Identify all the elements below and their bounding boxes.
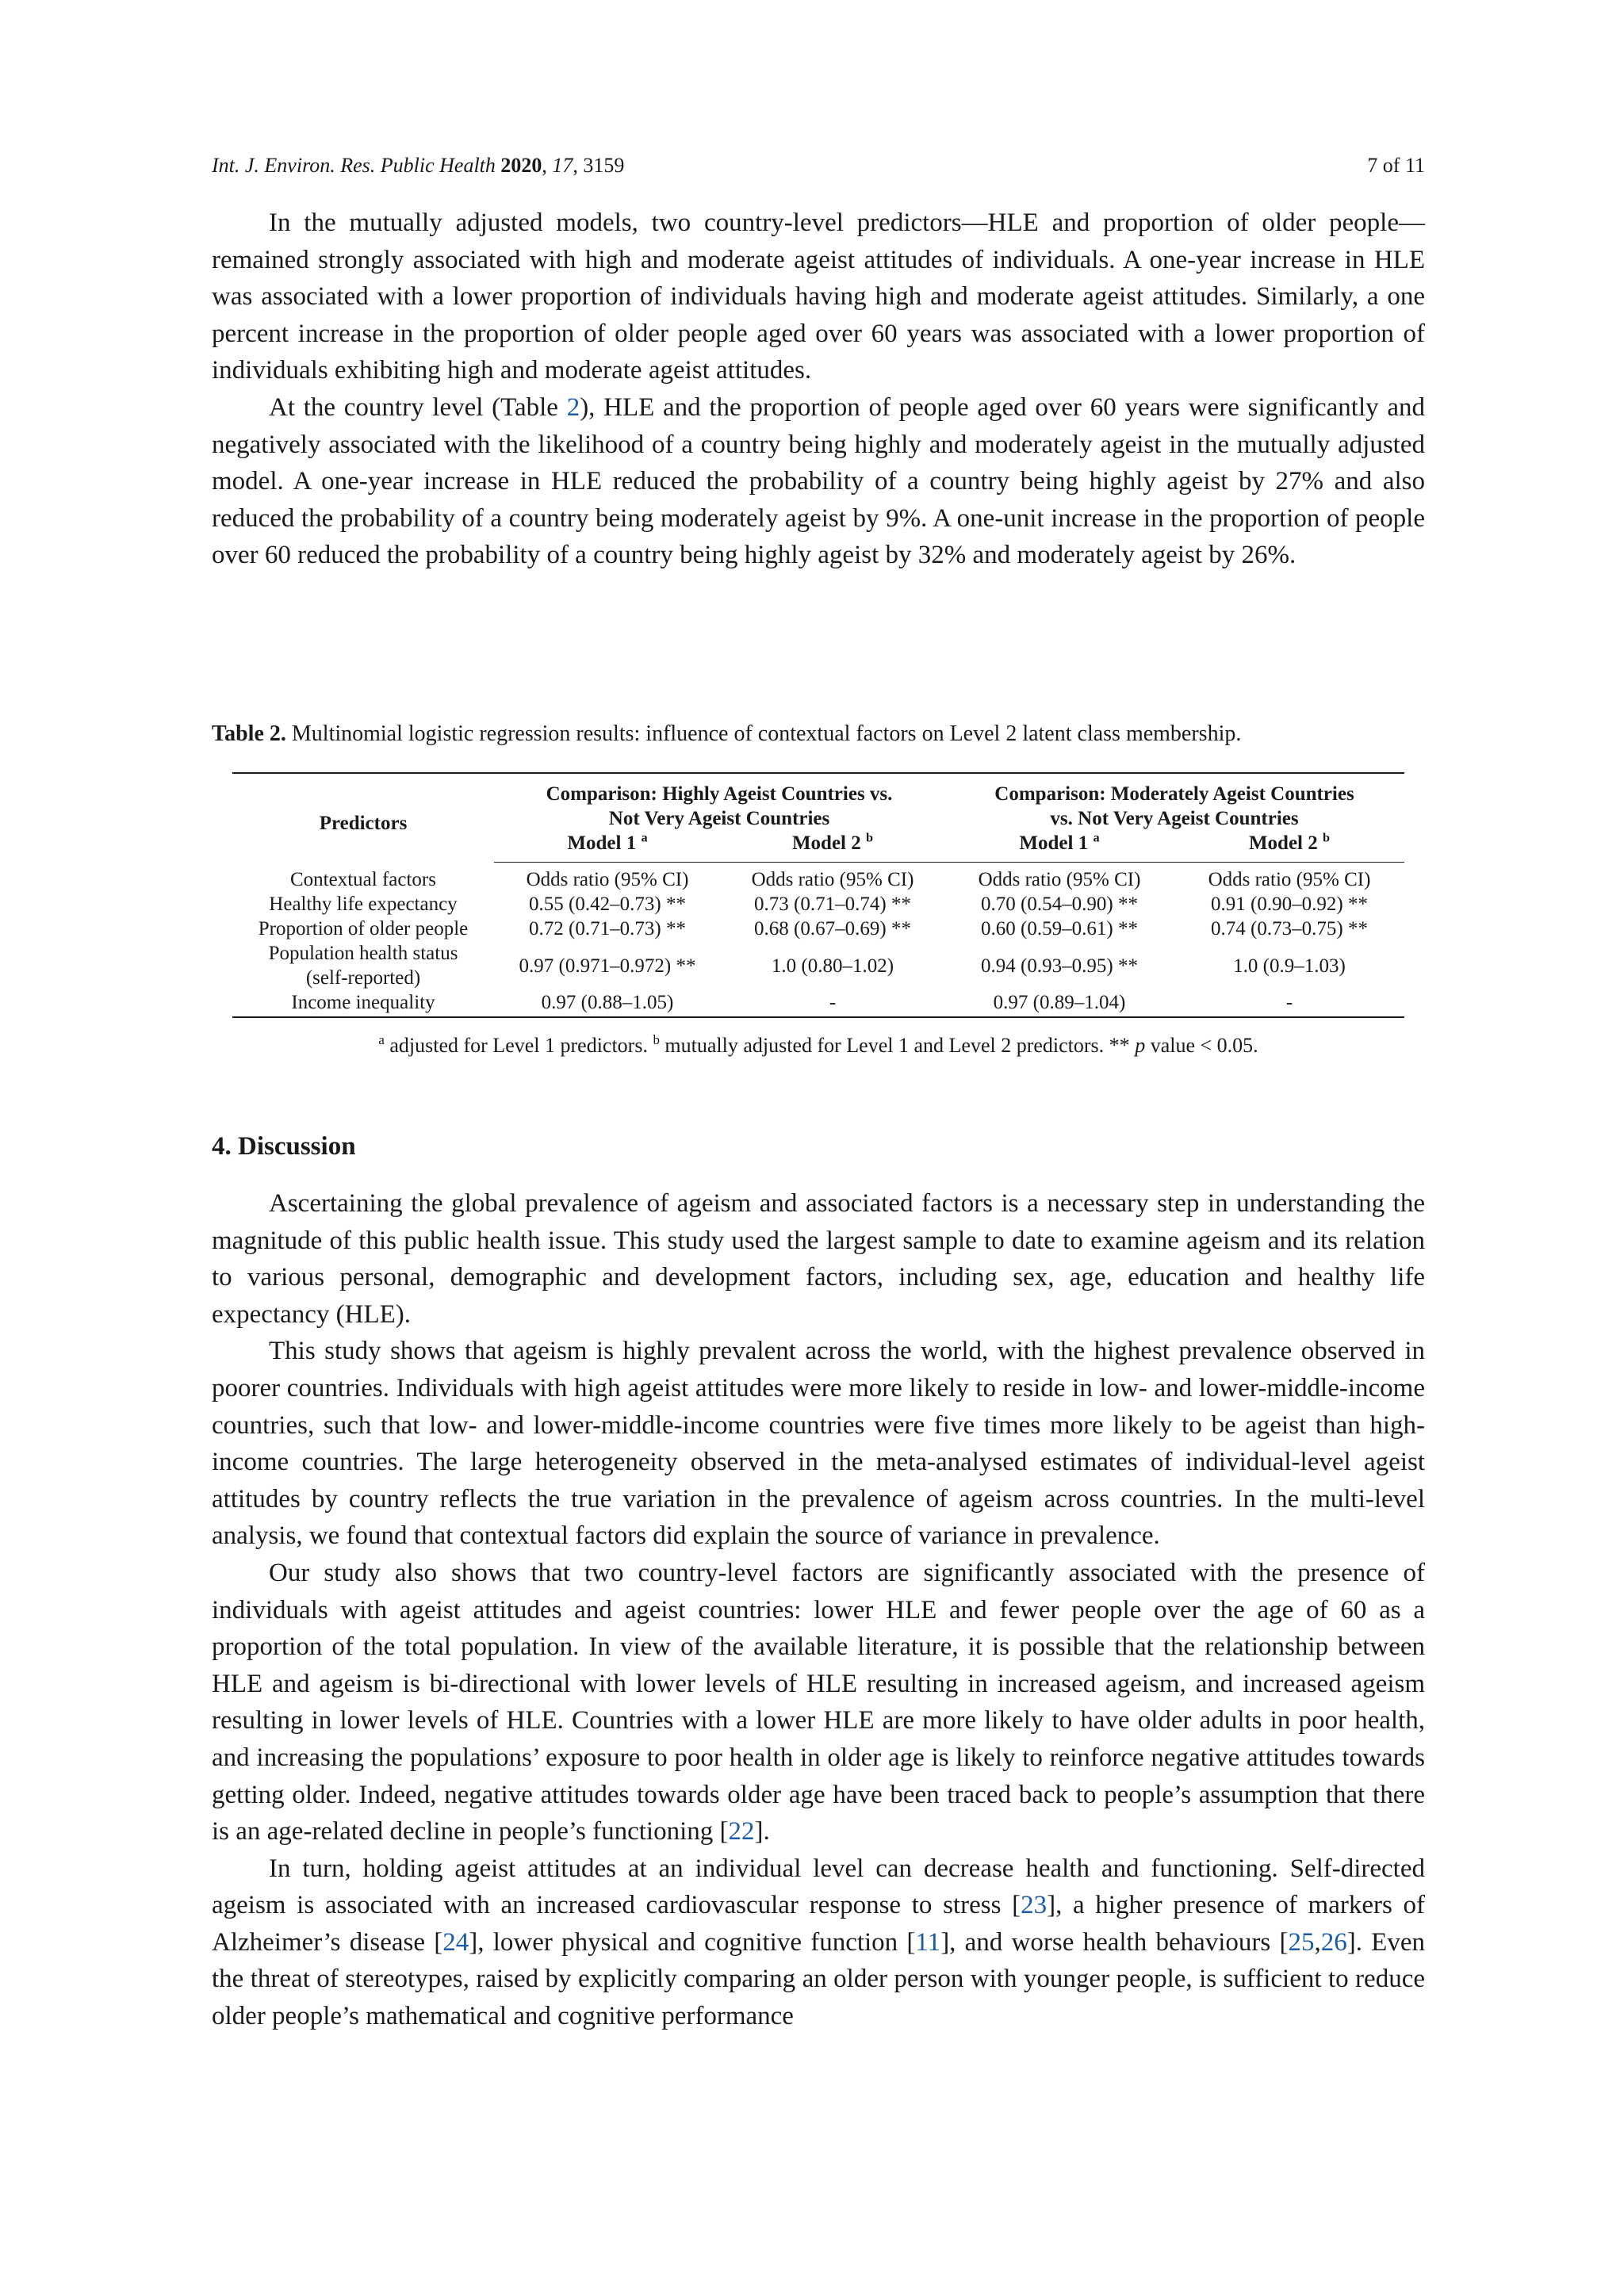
table-row: Population health status (self-reported) 0.97 (0.971–0.972) ** 1.0 (0.80–1.02) 0.94 (0.93–0.95) ** 1.0 (0.9–1.03) (268, 943, 1346, 989)
model1-header: Model 1 $^a$ (944, 831, 1174, 863)
citation-link[interactable]: 26 (1320, 1927, 1347, 1957)
page-number: 7 of 11 (1367, 154, 1425, 177)
paragraph: Our study also shows that two country-level factors are significantly associated with the presence of individuals with ageist attitudes and ageist countries: lower HLE and fewer people over the age of 60 as a proportion of the total population. In view of the available literature, it is possible that the relationship between HLE and ageism is bi-directional with lower levels of HLE resulting in increased ageism, and increased ageism resulting in lower levels of HLE. Countries with a lower HLE are more likely to have older adults in poor health, and increasing the populations’ exposure to poor health in older age is likely to reinforce negative attitudes towards getting older. Indeed, negative attitudes towards older age have been traced back to people’s assumption that there is an age-related decline in people’s functioning [22]. (212, 1558, 1425, 1846)
predictors-header: Predictors (232, 773, 494, 863)
paragraph: In turn, holding ageist attitudes at an individual level can decrease health and functioning. Self-directed ageism is associated with an increased cardiovascular response to stress [23], a higher presence of markers of Alzheimer’s disease [24], lower physical and cognitive function [11], and worse health behaviours [25,26]. Even the threat of stereotypes, raised by explicitly comparing an older person with younger people, is sufficient to reduce older people’s mathematical and cognitive performance (212, 1854, 1425, 2031)
results-text (212, 205, 1425, 574)
table-row: Healthy life expectancy 0.55 (0.42–0.73) ** 0.73 (0.71–0.74) ** 0.70 (0.54–0.90) ** 0.91 (0.90–0.92) ** (269, 894, 1368, 915)
citation-link[interactable]: 11 (915, 1927, 941, 1957)
citation-link[interactable]: 23 (1021, 1891, 1048, 1920)
table-header-row (232, 773, 1404, 831)
paragraph: In the mutually adjusted models, two country-level predictors—HLE and proportion of older people—remained strongly associated with high and moderate ageist attitudes of individuals. A one-year increase in HLE was associated with a lower proportion of individuals having high and moderate ageist attitudes. Similarly, a one percent increase in the proportion of older people aged over 60 years was associated with a lower proportion of individuals exhibiting high and moderate ageist attitudes. (212, 209, 1425, 385)
group1-header: Comparison: Highly Ageist Countries vs. Not Very Ageist Countries (494, 773, 944, 831)
table-footnote: $^a$ adjusted for Level 1 predictors. $^b$ mutually adjusted for Level 1 and Level 2 predictors. ** p value < 0.05. (378, 1031, 1258, 1057)
model2-header: Model 2 $^b$ (1174, 831, 1404, 863)
table-row: Contextual factors Odds ratio (95% CI) Odds ratio (95% CI) Odds ratio (95% CI) Odds ratio (95% CI) (290, 868, 1371, 890)
regression-table (232, 772, 1404, 1018)
table-link[interactable]: 2 (566, 392, 580, 422)
table-caption: Table 2. Multinomial logistic regression results: influence of contextual factors on Level 2 latent class membership. (212, 721, 1242, 746)
citation-link[interactable]: 25 (1288, 1927, 1315, 1957)
citation-link[interactable]: 24 (442, 1927, 469, 1957)
section-heading: 4. Discussion (212, 1132, 356, 1161)
group2-header: Comparison: Moderately Ageist Countries vs. Not Very Ageist Countries (944, 773, 1404, 831)
model2-header: Model 2 $^b$ (721, 831, 944, 863)
citation-link[interactable]: 22 (728, 1817, 755, 1846)
paragraph: Ascertaining the global prevalence of ageism and associated factors is a necessary step in understanding the magnitude of this public health issue. This study used the largest sample to date to examine ageism and its relation to various personal, demographic and development factors, including sex, age, education and healthy life expectancy (HLE). (212, 1189, 1425, 1329)
discussion-text (212, 1185, 1425, 2035)
running-header (212, 154, 1425, 181)
table-row: Proportion of older people 0.72 (0.71–0.73) ** 0.68 (0.67–0.69) ** 0.60 (0.59–0.61) ** 0.74 (0.73–0.75) ** (258, 918, 1368, 939)
paragraph: At the country level (Table 2), HLE and the proportion of people aged over 60 years were significantly and negatively associated with the likelihood of a country being highly and moderately ageist in the mutually adjusted model. A one-year increase in HLE reduced the probability of a country being highly ageist by 27% and also reduced the probability of a country being moderately ageist by 9%. A one-unit increase in the proportion of people over 60 reduced the probability of a country being highly ageist by 32% and moderately ageist by 26%. (212, 392, 1425, 570)
journal-citation: Int. J. Environ. Res. Public Health 2020, 17, 3159 (212, 154, 625, 177)
model1-header: Model 1 $^a$ (494, 831, 721, 863)
table-row: Income inequality 0.97 (0.88–1.05) - 0.97 (0.89–1.04) - (232, 990, 1404, 1017)
paragraph: This study shows that ageism is highly prevalent across the world, with the highest prevalence observed in poorer countries. Individuals with high ageist attitudes were more likely to reside in low- and lower-middle-income countries, such that low- and lower-middle-income countries were five times more likely to be ageist than high-income countries. The large heterogeneity observed in the meta-analysed estimates of individual-level ageist attitudes by country reflects the true variation in the prevalence of ageism across countries. In the multi-level analysis, we found that contextual factors did explain the source of variance in prevalence. (212, 1337, 1425, 1551)
